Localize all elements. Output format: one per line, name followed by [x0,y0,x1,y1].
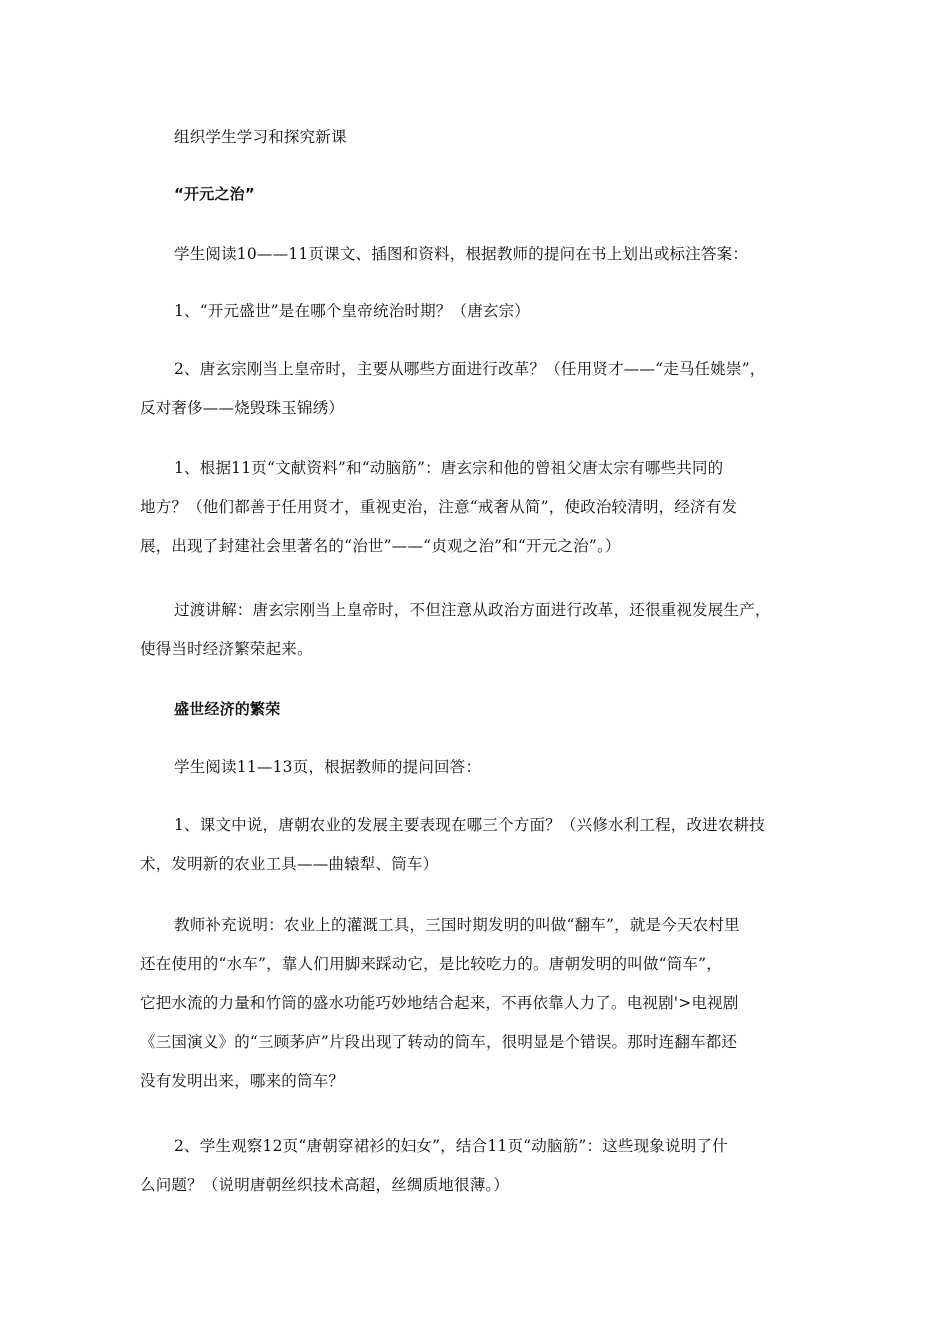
question-line: 1、根据11页“文献资料”和“动脑筋”：唐玄宗和他的曾祖父唐太宗有哪些共同的 [174,459,724,477]
section1-question-2 [140,350,812,428]
question-line: 么问题？（说明唐朝丝织技术高超，丝绸质地很薄。） [140,1176,510,1194]
transition-line: 使得当时经济繁荣起来。 [140,640,313,658]
teacher-note-line: 它把水流的力量和竹筒的盛水功能巧妙地结合起来，不再依靠人力了。电视剧'>电视剧 [140,994,739,1012]
section2-question-2 [140,1127,812,1205]
section2-heading [140,690,812,729]
section1-heading [140,175,812,214]
reading-prompt-text: 学生阅读11—13页，根据教师的提问回答： [174,758,482,776]
section2-reading-prompt [140,748,812,787]
teacher-note-line: 还在使用的“水车”，靠人们用脚来踩动它，是比较吃力的。唐朝发明的叫做“筒车”， [140,955,722,973]
question-text: 1、“开元盛世”是在哪个皇帝统治时期？（唐玄宗） [174,302,531,320]
section1-reading-prompt [140,235,812,274]
question-line: 2、唐玄宗刚当上皇帝时，主要从哪些方面进行改革？（任用贤才——“走马任姚崇”， [174,360,766,378]
teacher-note-paragraph [140,906,812,1101]
question-line: 2、学生观察12页“唐朝穿裙衫的妇女”，结合11页“动脑筋”：这些现象说明了什 [174,1137,728,1155]
transition-line: 过渡讲解：唐玄宗刚当上皇帝时，不但注意从政治方面进行改革，还很重视发展生产， [174,601,771,619]
section2-question-1 [140,806,812,884]
intro-paragraph [140,118,812,157]
section1-question-1 [140,292,812,331]
intro-text: 组织学生学习和探究新课 [174,128,347,146]
section1-question-3 [140,449,812,566]
question-line: 术，发明新的农业工具——曲辕犁、筒车） [140,855,439,873]
question-line: 地方？（他们都善于任用贤才，重视吏治，注意“戒奢从简”，使政治较清明，经济有发 [140,498,738,516]
transition-paragraph [140,591,812,669]
question-line: 反对奢侈——烧毁珠玉锦绣） [140,399,345,417]
teacher-note-line: 《三国演义》的“三顾茅庐”片段出现了转动的筒车，很明显是个错误。那时连翻车都还 [140,1033,738,1051]
section2-title: 盛世经济的繁荣 [174,700,281,718]
question-line: 1、课文中说，唐朝农业的发展主要表现在哪三个方面？（兴修水利工程，改进农耕技 [174,816,765,834]
teacher-note-line: 没有发明出来，哪来的筒车？ [140,1072,345,1090]
reading-prompt-text: 学生阅读10——11页课文、插图和资料，根据教师的提问在书上划出或标注答案： [174,245,749,263]
teacher-note-line: 教师补充说明：农业上的灌溉工具，三国时期发明的叫做“翻车”，就是今天农村里 [174,916,740,934]
question-line: 展，出现了封建社会里著名的“治世”——“贞观之治”和“开元之治”。） [140,537,621,555]
section1-title: “开元之治” [174,185,255,203]
